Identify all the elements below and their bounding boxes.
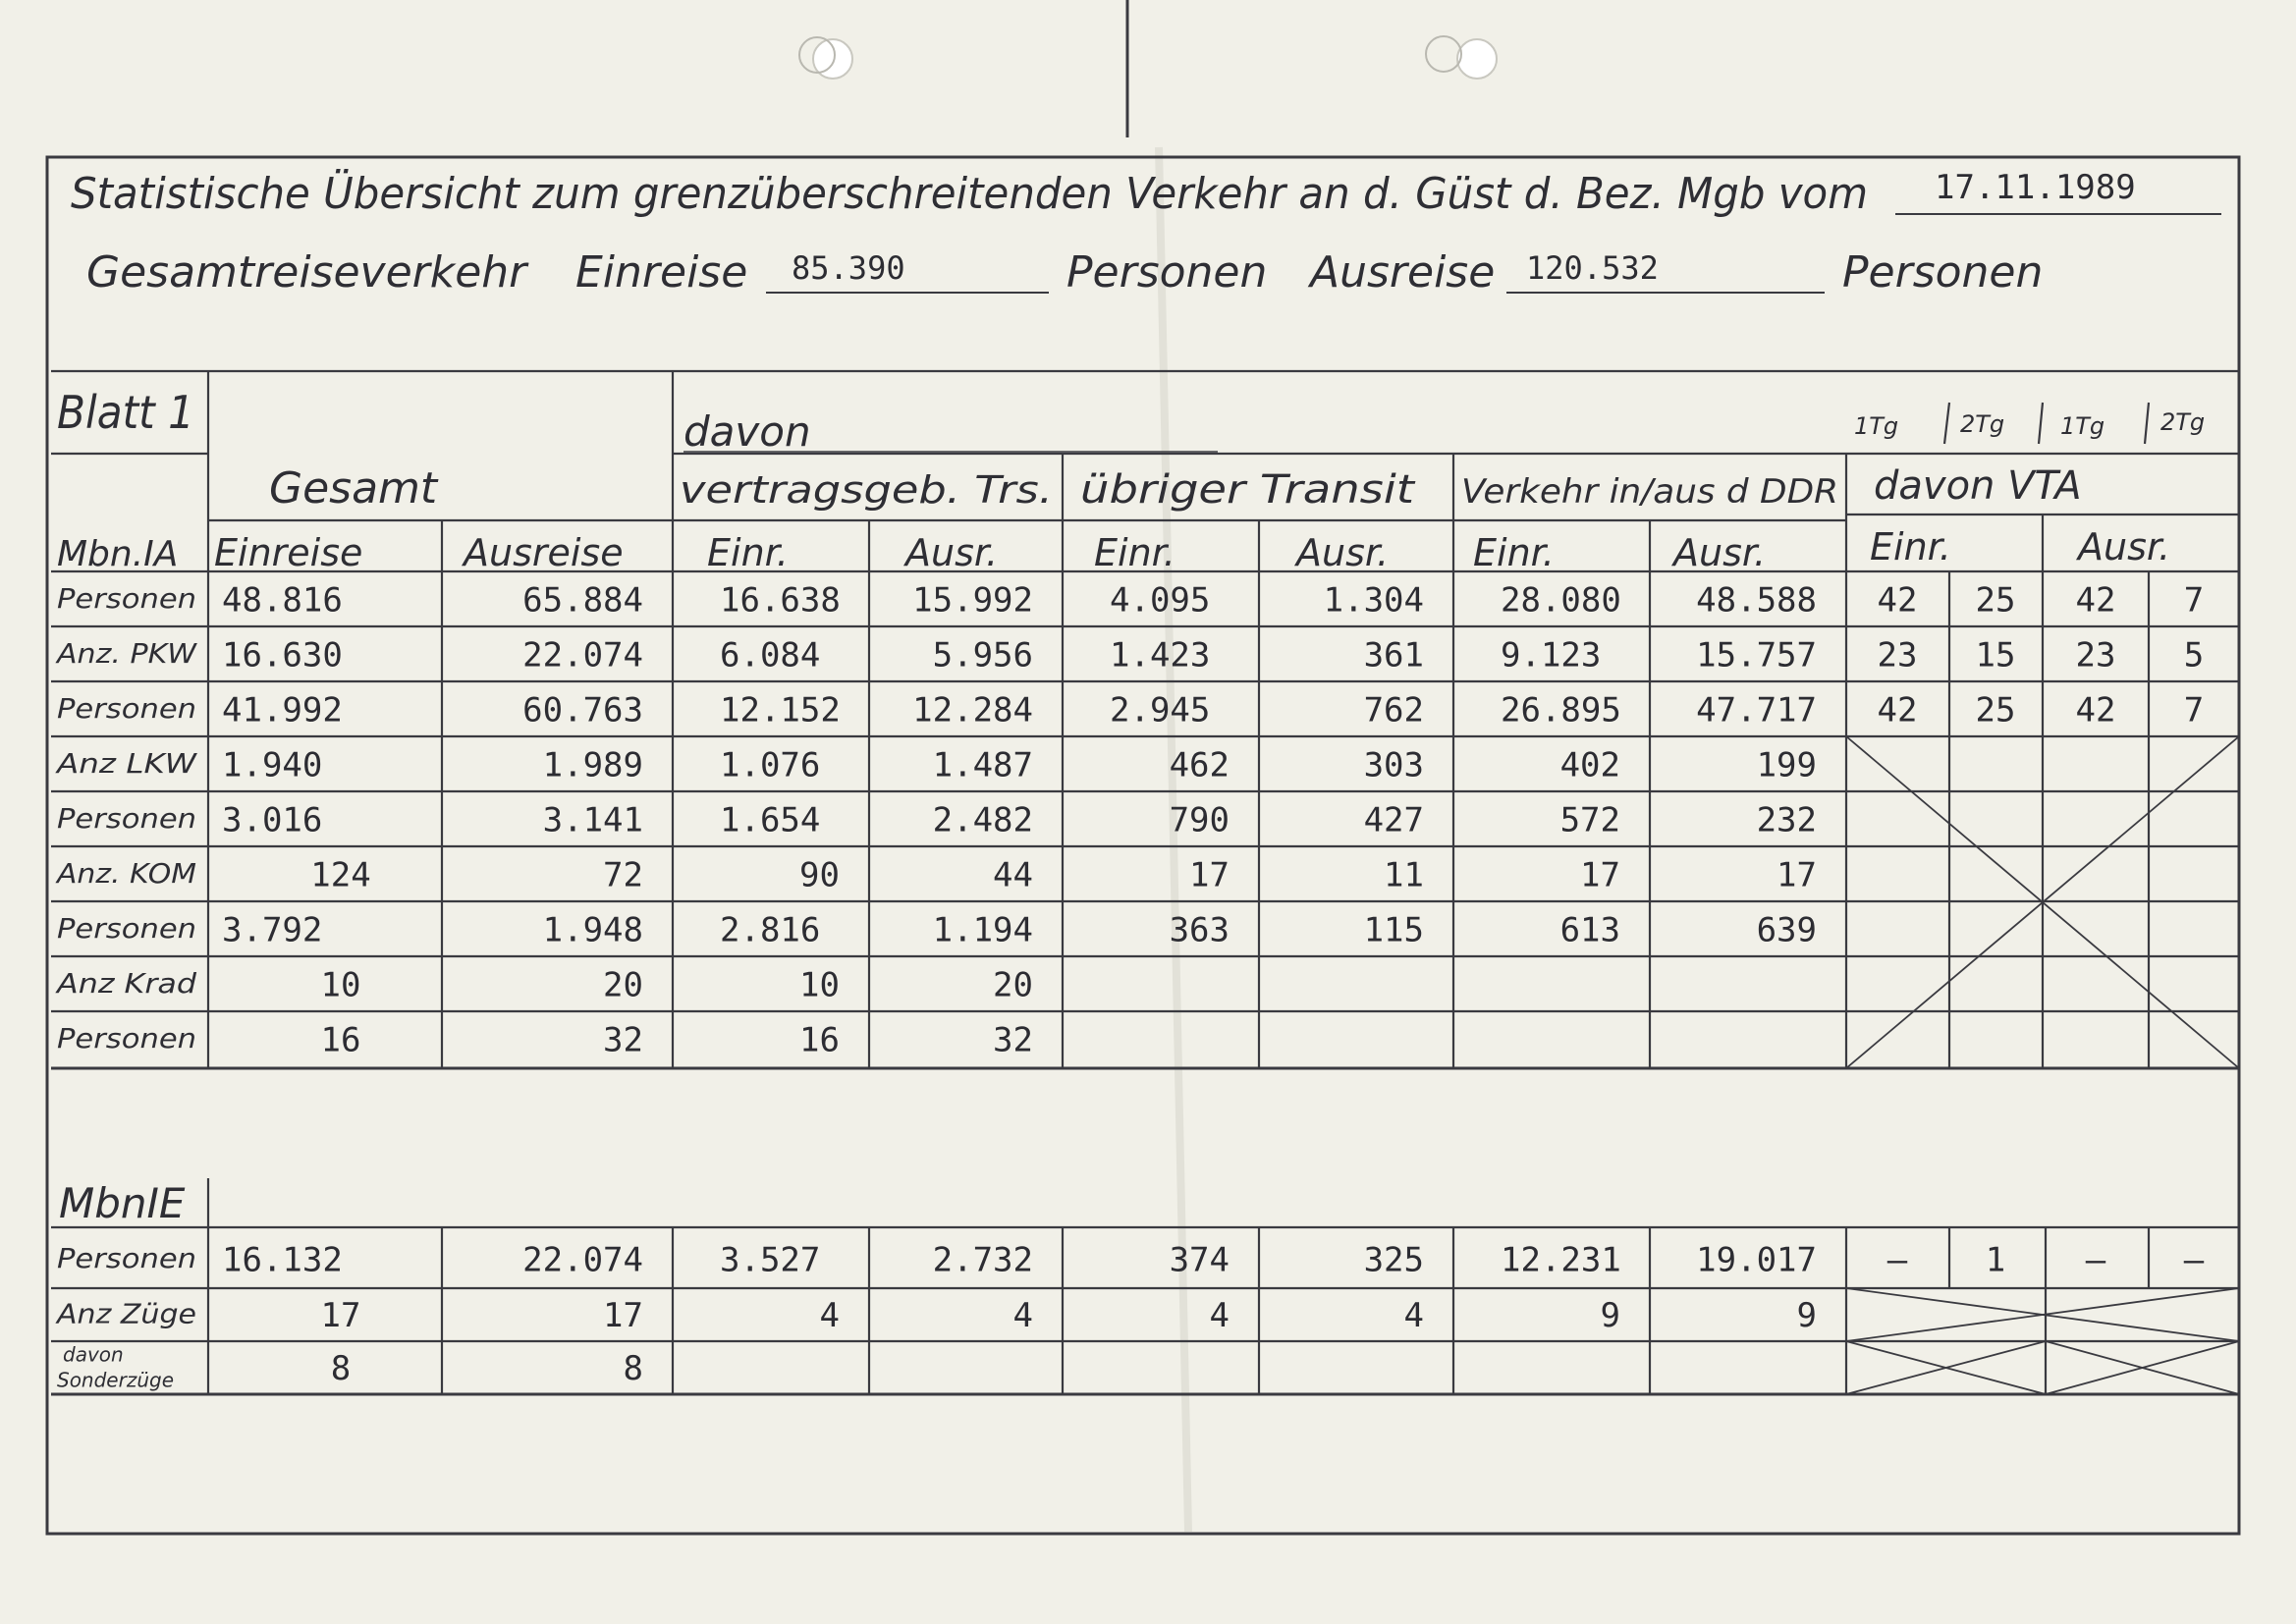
table-cell: 6.084	[720, 635, 821, 676]
row-label-line-1: davon	[63, 1342, 124, 1367]
row-label: Personen	[57, 691, 196, 725]
table-cell: 3.527	[720, 1240, 821, 1280]
table-cell: 22.074	[522, 1240, 643, 1280]
header-ausreise: Ausreise	[464, 531, 624, 574]
table-cell: 15.992	[912, 580, 1033, 621]
row-label: Anz. KOM	[54, 856, 197, 890]
table-cell: 790	[1169, 800, 1230, 840]
vta-cell: 15	[1975, 635, 2016, 676]
table-cell: 9	[1600, 1295, 1620, 1335]
summary-ausreise-value: 120.532	[1526, 249, 1659, 287]
table-cell: 115	[1363, 910, 1424, 950]
table-cell: 2.482	[932, 800, 1033, 840]
table-cell: 12.152	[720, 690, 841, 731]
table-cell: 8	[623, 1348, 643, 1388]
table-cell: 16	[799, 1020, 840, 1060]
table-cell: 8	[330, 1348, 352, 1388]
vta-cell: 42	[1877, 580, 1918, 621]
table-cell: 15.757	[1696, 635, 1817, 676]
header-ddr: Verkehr in/aus d DDR	[1461, 472, 1838, 512]
table-cell: 1.487	[932, 745, 1033, 785]
header-ausr-1: Ausr.	[905, 531, 999, 574]
table-cell: 12.284	[912, 690, 1033, 731]
table-cell: 11	[1384, 855, 1424, 895]
table-cell: 462	[1169, 745, 1230, 785]
table-cell: 3.792	[222, 910, 323, 950]
header-blatt: Blatt 1	[57, 386, 194, 439]
table-cell: 17	[1777, 855, 1817, 895]
table-cell: 28.080	[1501, 580, 1621, 621]
table-cell: 22.074	[522, 635, 643, 676]
table-cell: 47.717	[1696, 690, 1817, 731]
table-cell: 4	[1012, 1295, 1033, 1335]
table-cell: 65.884	[522, 580, 643, 621]
table-cell: 1.304	[1323, 580, 1424, 621]
header-einr-1: Einr.	[707, 531, 789, 574]
table-cell: 32	[993, 1020, 1033, 1060]
table-cell: 17	[1580, 855, 1620, 895]
table-cell: 1.423	[1110, 635, 1211, 676]
table-cell: 41.992	[222, 690, 343, 731]
table-cell: 17	[603, 1295, 643, 1335]
table-cell: 762	[1363, 690, 1424, 731]
table-cell: 4.095	[1110, 580, 1211, 621]
table-cell: 32	[603, 1020, 643, 1060]
table-cell: 4	[819, 1295, 840, 1335]
row-label: Personen	[57, 801, 196, 835]
table-cell: 17	[1189, 855, 1230, 895]
table-cell: 20	[603, 965, 643, 1005]
table-cell: 325	[1363, 1240, 1424, 1280]
header-einreise: Einreise	[214, 531, 363, 574]
table-cell: 16.630	[222, 635, 343, 676]
row-label: Personen	[57, 1241, 196, 1274]
table-cell: 402	[1559, 745, 1620, 785]
vta-cell: 42	[2075, 580, 2116, 621]
vta-cell: 23	[2075, 635, 2116, 676]
header-ausr-2: Ausr.	[1296, 531, 1390, 574]
row-label: Anz LKW	[54, 746, 198, 780]
table-cell: 363	[1169, 910, 1230, 950]
vta-cell: –	[1886, 1240, 1908, 1280]
table-cell: 427	[1363, 800, 1424, 840]
summary-unit-1: Personen	[1066, 247, 1268, 298]
header-einr-2: Einr.	[1094, 531, 1175, 574]
title-text: Statistische Übersicht zum grenzüberschreitenden Verkehr an d. Güst d. Bez. Mgb vom	[71, 169, 1959, 219]
vta-cell: 7	[2183, 690, 2205, 731]
header-transit: übriger Transit	[1080, 467, 1416, 513]
table-cell: 72	[603, 855, 643, 895]
table-cell: 2.816	[720, 910, 821, 950]
table-cell: 10	[799, 965, 840, 1005]
table-cell: 1.654	[720, 800, 821, 840]
table-cell: 48.588	[1696, 580, 1817, 621]
table-cell: 17	[320, 1295, 361, 1335]
table-cell: 16.638	[720, 580, 841, 621]
table-cell: 10	[320, 965, 361, 1005]
table-cell: 361	[1363, 635, 1424, 676]
row-label: Anz Krad	[54, 966, 197, 1000]
header-tg-1a: 1Tg	[1854, 412, 1899, 440]
summary-einreise-value: 85.390	[792, 249, 905, 287]
row-label: Personen	[57, 911, 196, 945]
vta-cell: 25	[1975, 690, 2016, 731]
table-cell: 4	[1403, 1295, 1424, 1335]
header-mbn-ie: MbnIE	[59, 1179, 186, 1227]
table-cell: 20	[993, 965, 1033, 1005]
vta-cell: –	[2085, 1240, 2106, 1280]
table-cell: 1.989	[542, 745, 643, 785]
vta-cell: 23	[1877, 635, 1918, 676]
table-cell: 4	[1209, 1295, 1230, 1335]
row-label: Anz. PKW	[54, 636, 198, 670]
vta-cell: 25	[1975, 580, 2016, 621]
table-headers	[54, 386, 2206, 1227]
vta-cell: –	[2183, 1240, 2205, 1280]
table-cell: 26.895	[1501, 690, 1621, 731]
table-cell: 48.816	[222, 580, 343, 621]
header-davon: davon	[683, 407, 811, 456]
header-mbn-ia: Mbn.IA	[57, 534, 179, 574]
table-cell: 9	[1796, 1295, 1817, 1335]
header-vta: davon VTA	[1874, 463, 2082, 509]
header-einr-4: Einr.	[1870, 525, 1951, 568]
table-cell: 9.123	[1501, 635, 1602, 676]
table-cell: 639	[1756, 910, 1817, 950]
header-gesamt: Gesamt	[269, 463, 438, 514]
vta-cell: 5	[2183, 635, 2205, 676]
table-cell: 16	[320, 1020, 361, 1060]
table-cell: 124	[310, 855, 371, 895]
document-header	[71, 168, 2221, 298]
vta-cell: 1	[1985, 1240, 2006, 1280]
table-cell: 613	[1559, 910, 1620, 950]
table-cell: 12.231	[1501, 1240, 1621, 1280]
table-cell: 1.948	[542, 910, 643, 950]
table-cell: 2.732	[932, 1240, 1033, 1280]
table-cell: 19.017	[1696, 1240, 1817, 1280]
table-cell: 1.940	[222, 745, 323, 785]
header-vertrags: vertragsgeb. Trs.	[680, 468, 1053, 512]
punch-holes	[799, 36, 1497, 79]
table-cell: 2.945	[1110, 690, 1211, 731]
summary-label: Gesamtreiseverkehr	[86, 247, 527, 298]
header-tg-1b: 1Tg	[2060, 412, 2105, 440]
summary-einreise-label: Einreise	[575, 247, 748, 298]
table-cell: 572	[1559, 800, 1620, 840]
header-einr-3: Einr.	[1473, 531, 1555, 574]
table-cells	[55, 580, 2205, 1391]
row-label: Personen	[57, 1021, 196, 1055]
table-cell: 60.763	[522, 690, 643, 731]
table-cell: 232	[1756, 800, 1817, 840]
row-label: Personen	[57, 581, 196, 615]
vta-cell: 42	[2075, 690, 2116, 731]
table-cell: 374	[1169, 1240, 1230, 1280]
table-cell: 90	[799, 855, 840, 895]
table-cell: 3.141	[542, 800, 643, 840]
header-ausr-4: Ausr.	[2078, 525, 2171, 568]
row-label-line-2: Sonderzüge	[57, 1368, 175, 1392]
summary-unit-2: Personen	[1842, 247, 2044, 298]
summary-ausreise-label: Ausreise	[1310, 247, 1496, 298]
table-cell: 1.194	[932, 910, 1033, 950]
row-label: Anz Züge	[54, 1297, 196, 1330]
vta-cell: 42	[1877, 690, 1918, 731]
table-cell: 5.956	[932, 635, 1033, 676]
table-cell: 1.076	[720, 745, 821, 785]
header-tg-2b: 2Tg	[2160, 408, 2206, 436]
header-ausr-3: Ausr.	[1673, 531, 1767, 574]
table-cell: 44	[993, 855, 1033, 895]
header-tg-2a: 2Tg	[1960, 410, 2005, 438]
table-cell: 303	[1363, 745, 1424, 785]
report-date: 17.11.1989	[1935, 168, 2136, 207]
vta-cell: 7	[2183, 580, 2205, 621]
table-cell: 16.132	[222, 1240, 343, 1280]
table-cell: 199	[1756, 745, 1817, 785]
table-cell: 3.016	[222, 800, 323, 840]
